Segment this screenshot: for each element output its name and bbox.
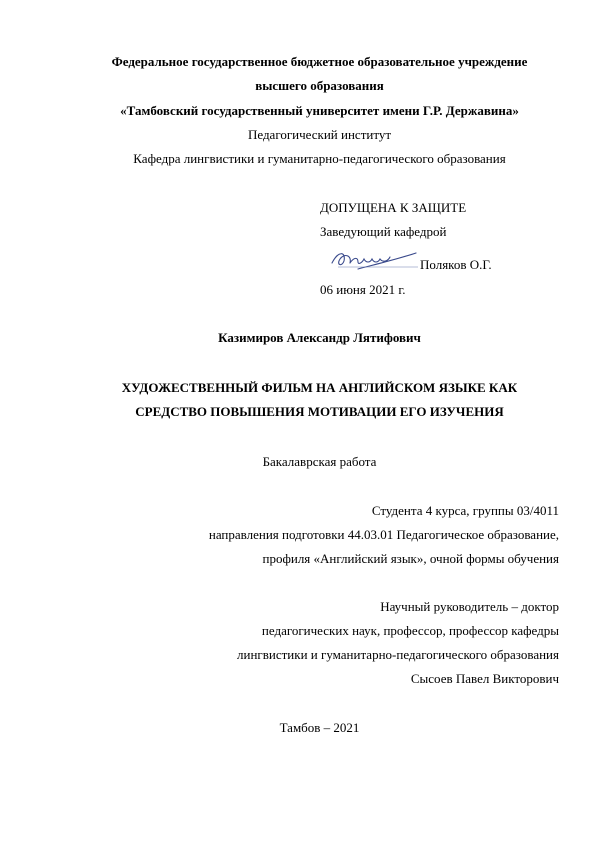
student-line-3: профиля «Английский язык», очной формы обучения	[262, 551, 559, 566]
header-line-2: высшего образования	[255, 78, 384, 93]
work-title-line-2: СРЕДСТВО ПОВЫШЕНИЯ МОТИВАЦИИ ЕГО ИЗУЧЕНИЯ	[135, 404, 504, 419]
student-line-1: Студента 4 курса, группы 03/4011	[371, 503, 559, 518]
supervisor-name: Сысоев Павел Викторович	[410, 671, 559, 686]
institute-name: Педагогический институт	[247, 127, 392, 142]
student-line-2: направления подготовки 44.03.01 Педагогическое образование,	[208, 527, 559, 542]
work-title-line-1: ХУДОЖЕСТВЕННЫЙ ФИЛЬМ НА АНГЛИЙСКОМ ЯЗЫКЕ КАК	[121, 380, 518, 395]
supervisor-line-2: педагогических наук, профессор, профессор кафедры	[261, 623, 559, 638]
author-name: Казимиров Александр Лятифович	[218, 330, 421, 345]
department-name: Кафедра лингвистики и гуманитарно-педагогического образования	[133, 151, 506, 166]
city-year: Тамбов – 2021	[279, 720, 360, 735]
signature-image	[328, 245, 420, 273]
supervisor-line-1: Научный руководитель – доктор	[380, 599, 559, 614]
header-line-3: «Тамбовский государственный университет имени Г.Р. Державина»	[120, 103, 519, 118]
head-of-department-name: Поляков О.Г.	[420, 257, 492, 272]
work-type: Бакалаврская работа	[262, 454, 377, 469]
supervisor-line-3: лингвистики и гуманитарно-педагогического образования	[237, 647, 559, 662]
header-line-1: Федеральное государственное бюджетное образовательное учреждение	[111, 54, 528, 69]
approval-position: Заведующий кафедрой	[320, 224, 447, 239]
approval-status: ДОПУЩЕНА К ЗАЩИТЕ	[320, 200, 467, 215]
approval-date: 06 июня 2021 г.	[320, 282, 406, 297]
